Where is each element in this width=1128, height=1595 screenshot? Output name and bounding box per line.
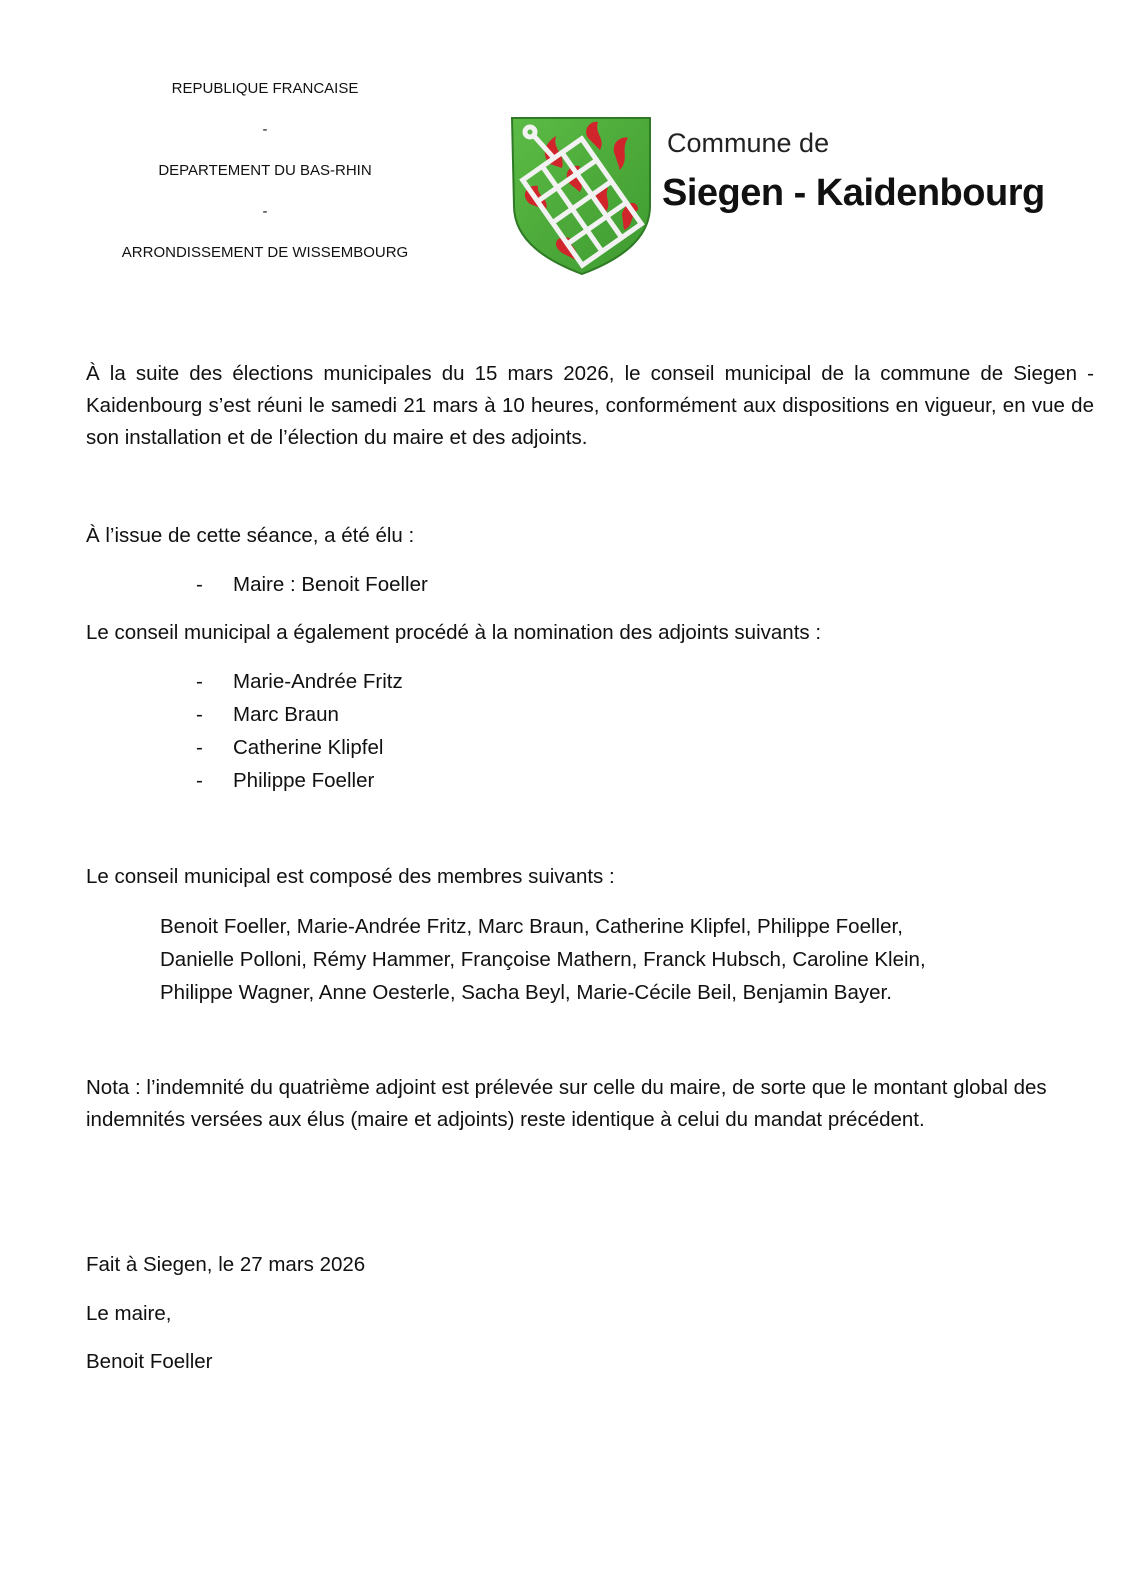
bullet-dash: - [196,736,203,759]
header-arrondissement: ARRONDISSEMENT DE WISSEMBOURG [121,244,409,261]
coat-of-arms-icon [510,114,654,276]
mayor-line: Maire : Benoit Foeller [233,573,428,596]
members-line: Danielle Polloni, Rémy Hammer, Françoise Mathern, Franck Hubsch, Caroline Klein, [160,948,926,971]
signature-name: Benoit Foeller [86,1350,213,1373]
administrative-header [100,78,430,283]
list-item [196,698,403,731]
header-separator: - [262,121,268,138]
list-item [196,731,403,764]
list-item [196,568,428,601]
list-item [196,764,403,797]
members-line: Philippe Wagner, Anne Oesterle, Sacha Beyl, Marie-Cécile Beil, Benjamin Bayer. [160,981,892,1004]
members-list [160,910,1060,1009]
logo-prefix: Commune de [667,128,830,158]
signature-place-date: Fait à Siegen, le 27 mars 2026 [86,1253,366,1276]
signature-role: Le maire, [86,1302,172,1325]
header-republique: REPUBLIQUE FRANCAISE [171,80,359,97]
adjoint-name: Philippe Foeller [233,769,375,792]
header-separator: - [262,203,268,220]
bullet-dash: - [196,769,203,792]
members-heading: Le conseil municipal est composé des membres suivants : [86,865,615,888]
nota-paragraph: Nota : l’indemnité du quatrième adjoint est prélevée sur celle du maire, de sorte que le montant global des indemnités versées aux élus (maire et adjoints) reste identique à celui du mandat précédent. [86,1076,1047,1131]
header-departement: DEPARTEMENT DU BAS-RHIN [158,162,372,179]
list-item [196,665,403,698]
bullet-dash: - [196,573,203,596]
commune-logo [510,114,1045,274]
members-line: Benoit Foeller, Marie-Andrée Fritz, Marc Braun, Catherine Klipfel, Philippe Foeller, [160,915,903,938]
bullet-dash: - [196,670,203,693]
adjoints-list [196,665,403,797]
result-heading: À l’issue de cette séance, a été élu : [86,524,415,547]
bullet-dash: - [196,703,203,726]
mayor-list [196,568,428,601]
commune-name: Siegen - Kaidenbourg [662,172,1045,214]
adjoints-heading: Le conseil municipal a également procédé à la nomination des adjoints suivants : [86,621,822,644]
intro-paragraph: À la suite des élections municipales du 15 mars 2026, le conseil municipal de la commune de Siegen - Kaidenbourg s’est réuni le samedi 21 mars à 10 heures, conformément aux dispositions en vigueur, en vue de son installation et de l’élection du maire et des adjoints. [86,362,1094,449]
adjoint-name: Catherine Klipfel [233,736,384,759]
adjoint-name: Marc Braun [233,703,339,726]
adjoint-name: Marie-Andrée Fritz [233,670,403,693]
